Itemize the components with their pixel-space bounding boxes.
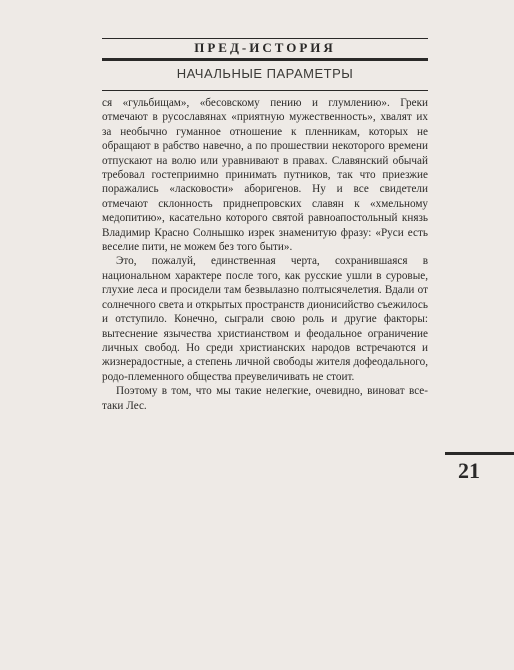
paragraph-3: Поэтому в том, что мы такие нелегкие, очевидно, виноват все-таки Лес. [102,385,428,412]
page-number: 21 [458,458,480,483]
paragraph-1: ся «гульбищам», «бесовскому пению и глумлению». Греки отмечают в русославянах «приятную мужественность», хвалят их за необычно гуманное отношение к пленникам, которых не обращают в рабство навечно, а по прошествии некоторого времени отпускают на волю или уравнивают в правах. Славянский обычай требовал гостеприимно принимать путников, так что приезжие поражались «ласковости» аборигенов. Ну и все свидетели отмечают склонность приднепровских славян к «хмельному медопитию», касательно которого святой равноапостольный князь Владимир Красно Солнышко изрек знаменитую фразу: «Руси есть веселие пити, не можем без того быти». [102,97,428,254]
body-text [102,96,428,413]
page-number-rule [445,452,514,455]
header-rule-middle [102,58,428,61]
chapter-subtitle: НАЧАЛЬНЫЕ ПАРАМЕТРЫ [176,66,354,81]
section-title: ПРЕД-ИСТОРИЯ [194,40,336,55]
header-rule-bottom [102,90,428,91]
header-rule-top [102,38,428,39]
paragraph-2: Это, пожалуй, единственная черта, сохранившаяся в национальном характере после того, как русские ушли в суровые, глухие леса и просидели там безвылазно полтысячелетия. Вдали от солнечного света и открытых пространств дионисийство съежилось и отступило. Конечно, сыграли свою роль и другие факторы: вытеснение язычества христианством и феодальное ограничение личных свобод. Но среди христианских народов встречаются и жизнерадостные, а степень личной свободы жителя дофеодального, родо-племенного общества преувеличивать не стоит. [102,255,428,383]
